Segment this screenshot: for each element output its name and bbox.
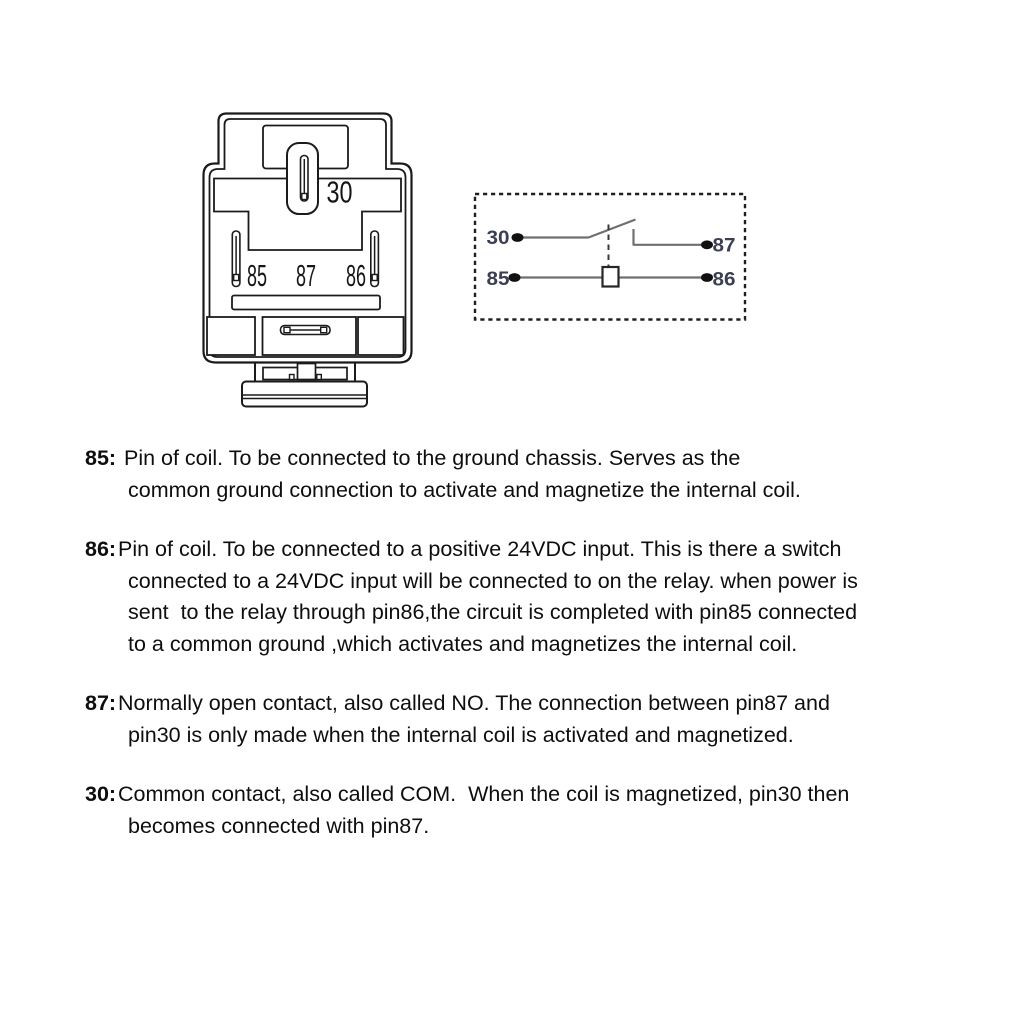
pin87-description-text [118, 688, 965, 751]
schematic-dashed-border [475, 194, 745, 320]
schematic-pin30-label: 30 [486, 226, 510, 249]
socket-neck-tick-right [317, 375, 322, 380]
description-line: Normally open contact, also called NO. The connection between pin87 and [118, 691, 830, 715]
description-line: pin30 is only made when the internal coil is activated and magnetized. [128, 722, 794, 747]
pin85-description-text [118, 443, 965, 506]
schematic-pin87-label: 87 [712, 234, 736, 257]
socket-neck-tab [298, 364, 316, 380]
description-line: connected to a 24VDC input will be connected to on the relay. when power is [128, 568, 858, 593]
socket-key-tab-right [321, 327, 327, 332]
description-line: sent to the relay through pin86,the circuit is completed with pin85 connected [128, 600, 858, 624]
pin-description-87 [85, 688, 965, 751]
pin30-description-text [118, 779, 965, 842]
socket-pin30-label: 30 [326, 174, 353, 210]
relay-socket-diagram [185, 100, 425, 415]
pin85-blade-foot [234, 275, 239, 281]
pin87-number-label: 87: [85, 691, 117, 715]
pin86-blade-foot [372, 275, 377, 281]
pin30-blade-foot [302, 194, 307, 200]
pin86-number-label: 86: [85, 537, 117, 561]
description-line: to a common ground ,which activates and magnetizes the internal coil. [128, 631, 798, 656]
schematic-pin85-label: 85 [486, 267, 510, 290]
pin30-number-label: 30: [85, 782, 117, 806]
switch-arm-line [589, 220, 636, 238]
description-line: Common contact, also called COM. When the coil is magnetized, pin30 then [118, 782, 850, 806]
pin86-terminal-dot [701, 273, 713, 282]
pin30-terminal-dot [512, 233, 524, 242]
socket-key-tab-left [284, 327, 290, 332]
description-line: becomes connected with pin87. [128, 813, 430, 838]
pin85-terminal-dot [509, 273, 521, 282]
schematic-pin86-label: 86 [712, 268, 736, 291]
pin-description-85 [85, 443, 965, 506]
description-line: common ground connection to activate and magnetize the internal coil. [128, 477, 801, 502]
socket-wide-slot [232, 296, 380, 310]
description-line: Pin of coil. To be connected to a positive 24VDC input. This is there a switch [118, 537, 842, 561]
socket-neck-tick-left [290, 375, 295, 380]
pin-description-86 [85, 534, 965, 660]
socket-pin86-label: 86 [346, 258, 366, 293]
socket-pin85-label: 85 [247, 258, 267, 293]
pin86-description-text [118, 534, 965, 660]
coil-symbol [603, 267, 619, 287]
pin-description-30 [85, 779, 965, 842]
pin-descriptions [85, 443, 965, 870]
relay-circuit-schematic [460, 180, 760, 325]
pin87-terminal-dot [701, 240, 713, 249]
socket-lower-recess-left [207, 317, 255, 355]
socket-mount-base [242, 382, 367, 407]
socket-lower-recess-right [358, 317, 404, 355]
pin85-number-label: 85: [85, 446, 117, 470]
socket-lower-recess-center [263, 317, 357, 355]
description-line: Pin of coil. To be connected to the ground chassis. Serves as the [118, 446, 741, 470]
socket-pin87-label: 87 [296, 258, 316, 293]
